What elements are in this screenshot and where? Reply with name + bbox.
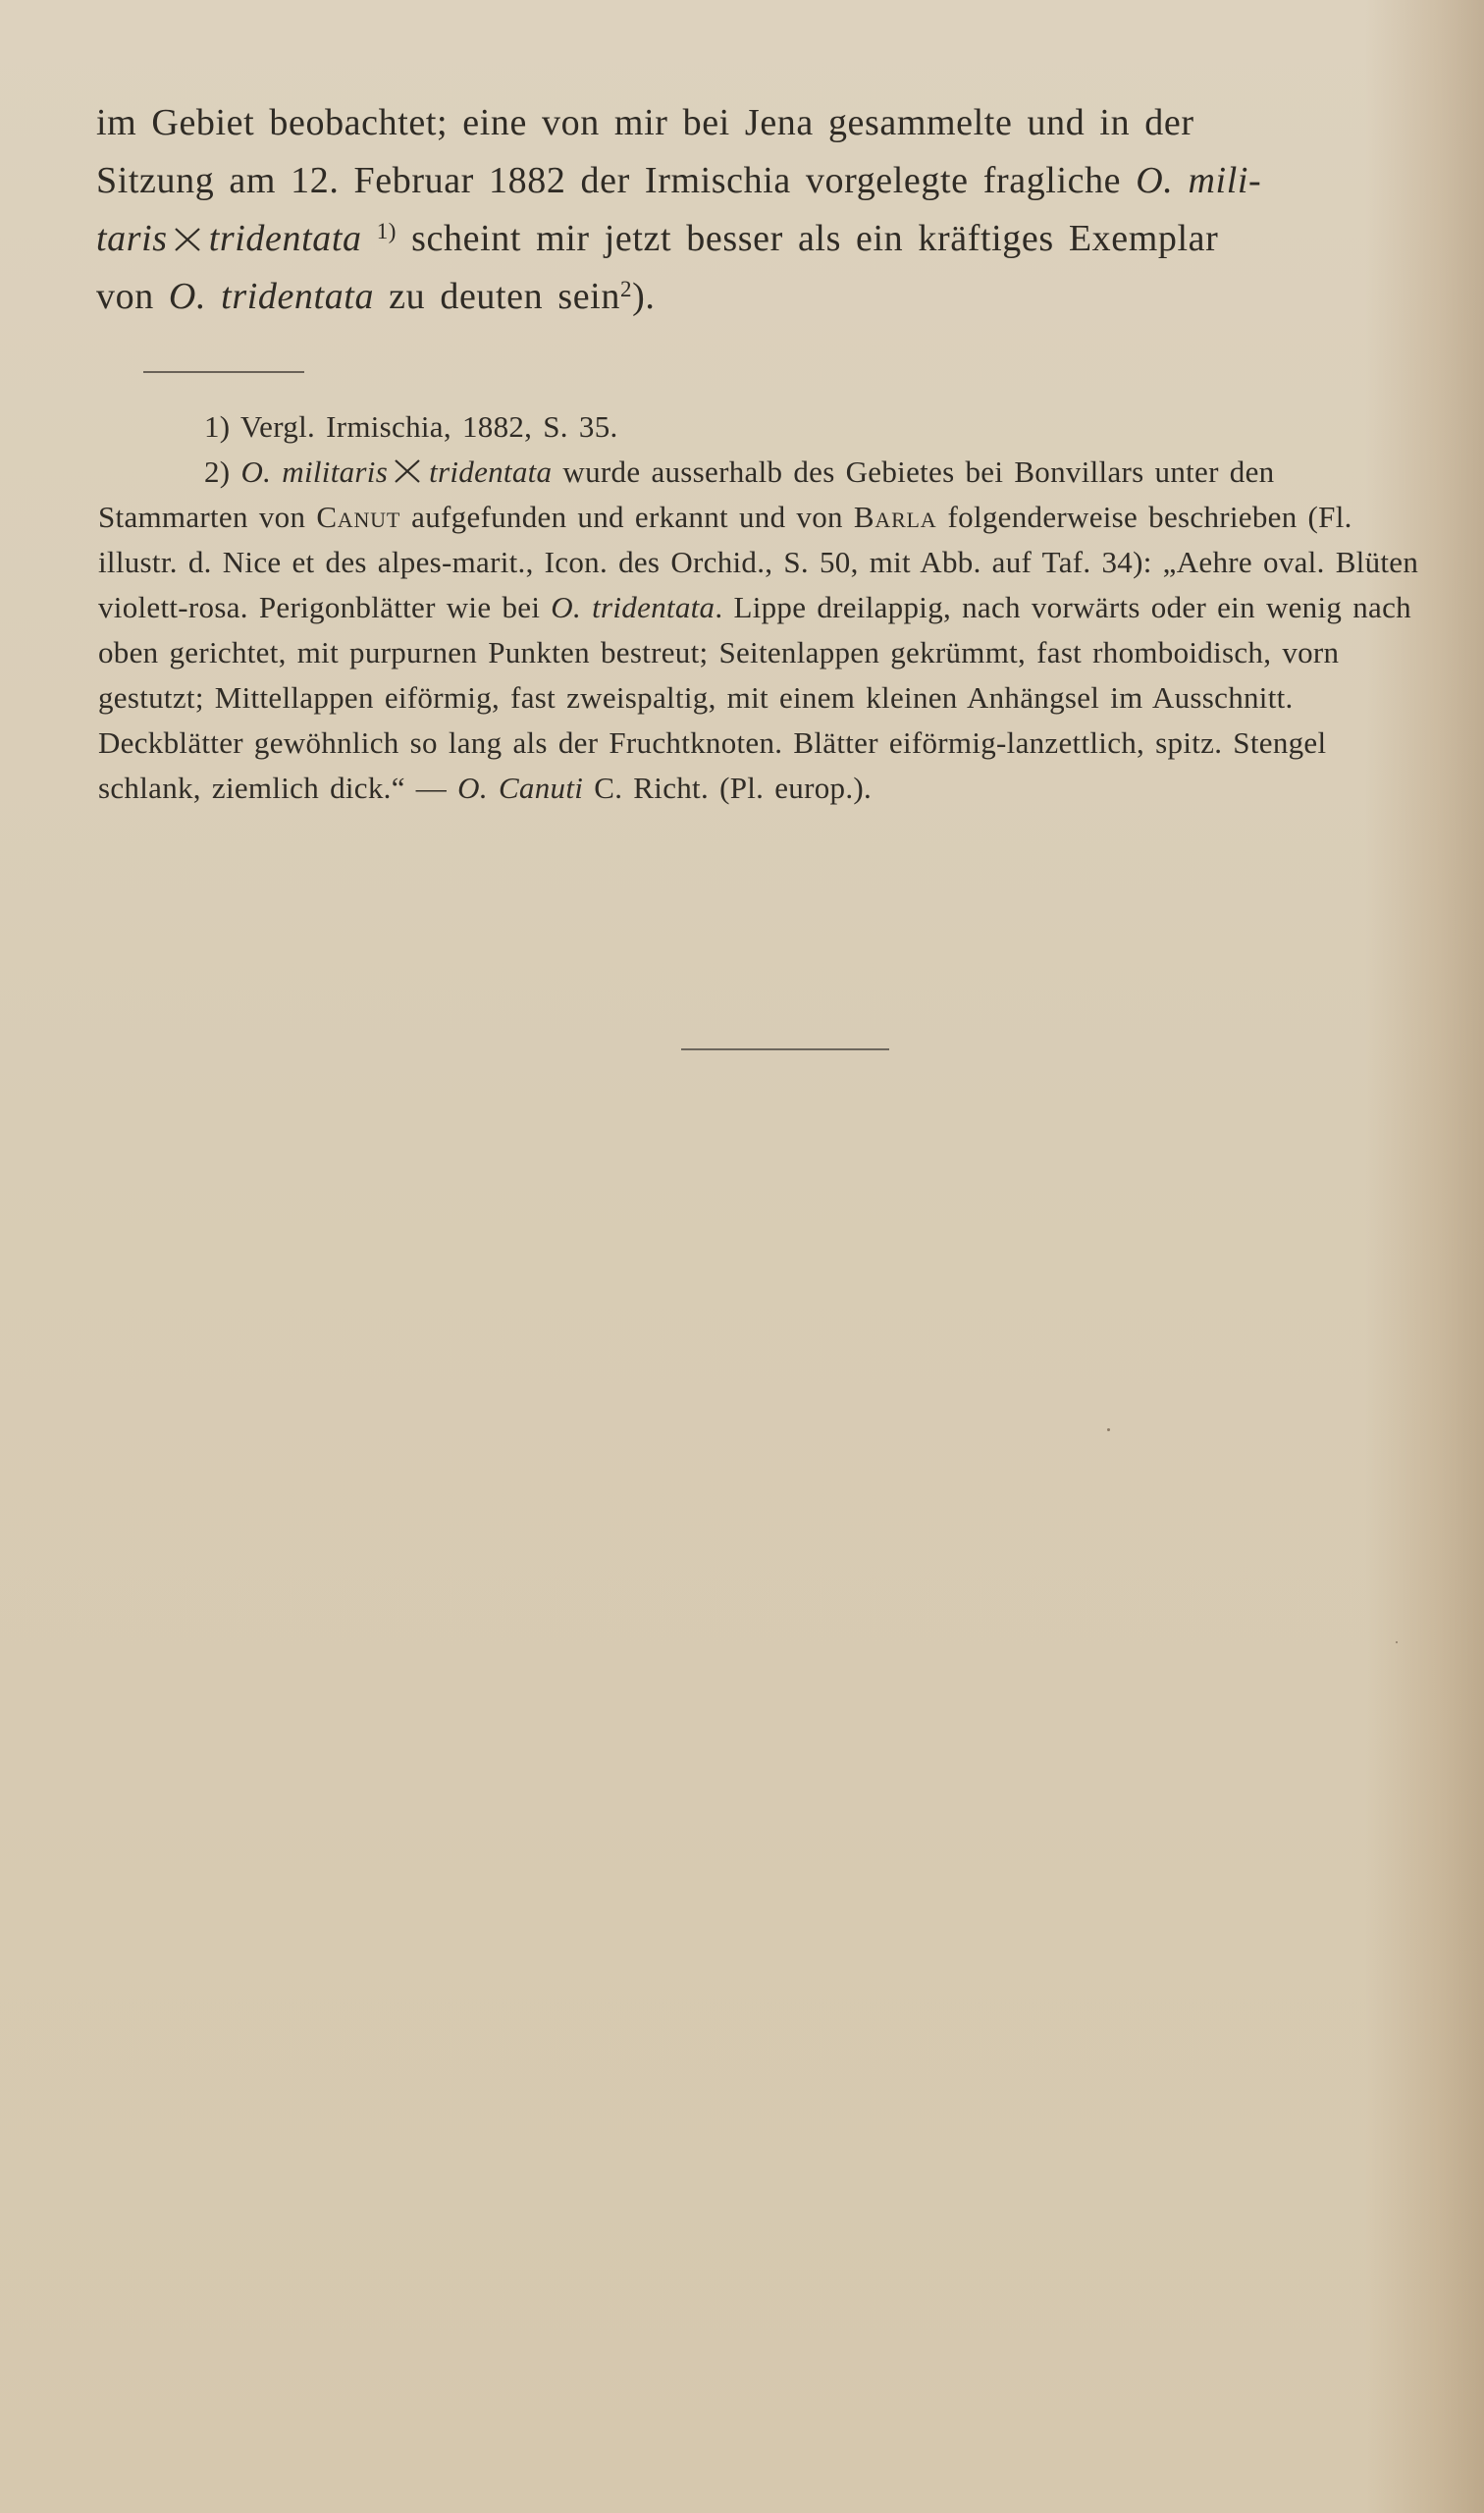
- main-line-2-text: Sitzung am 12. Februar 1882 der Irmischia vorgelegte fragliche: [96, 160, 1122, 201]
- footnote-2-text: aufgefunden und erkannt und von: [411, 500, 843, 534]
- main-line-4-end: ).: [632, 276, 656, 317]
- species-name: taris: [96, 218, 168, 259]
- author-name: Canut: [316, 500, 401, 534]
- footnote-reference[interactable]: 2: [619, 277, 633, 301]
- main-line-3: [96, 210, 1431, 268]
- species-name: O. mili-: [1136, 160, 1262, 201]
- footnote-separator: [143, 371, 304, 373]
- footnotes: [98, 404, 1433, 811]
- species-name: tridentata: [429, 454, 553, 489]
- hybrid-cross-symbol: [172, 226, 203, 253]
- hybrid-cross-symbol: [392, 457, 423, 485]
- main-paragraph: [96, 94, 1431, 326]
- section-end-rule: [681, 1048, 889, 1050]
- main-line-1-text: im Gebiet beobachtet; eine von mir bei Jena gesammelte und in der: [96, 102, 1194, 143]
- main-line-2: [96, 152, 1431, 210]
- footnote-2-text: wurde ausserhalb des Gebietes bei Bonvillars unter den Stammarten von: [98, 454, 1275, 534]
- species-name: O. militaris: [240, 454, 389, 489]
- footnote-2-text: . Lippe dreilappig, nach vorwärts oder ein wenig nach oben gerichtet, mit purpurnen Punkten bestreut; Seitenlappen gekrümmt, fast rhomboidisch, vorn gestutzt; Mittellappen eiförmig, fast zweispaltig, mit einem kleinen Anhängsel im Ausschnitt. Deckblätter gewöhnlich so lang als der Fruchtknoten. Blätter eiförmig-lanzettlich, spitz. Stengel schlank, ziemlich dick.“ —: [98, 590, 1411, 805]
- footnote-2: [98, 450, 1433, 811]
- footnote-2-text: C. Richt. (Pl. europ.).: [594, 771, 873, 805]
- species-name: O. tridentata: [168, 276, 375, 317]
- author-name: Barla: [853, 500, 937, 534]
- species-name: O. tridentata: [551, 590, 716, 624]
- main-line-4-lead: von: [96, 276, 154, 317]
- footnote-2-label: 2): [204, 454, 231, 489]
- paper-speck: [1396, 1641, 1398, 1643]
- main-line-1: [96, 94, 1431, 152]
- main-line-3-text: scheint mir jetzt besser als ein kräftiges Exemplar: [411, 218, 1219, 259]
- footnote-reference[interactable]: 1): [376, 219, 398, 243]
- species-name: O. Canuti: [457, 771, 584, 805]
- main-line-4: [96, 268, 1431, 326]
- footnote-2-text: folgenderweise beschrieben (Fl. illustr. d. Nice et des alpes-marit., Icon. des Orchid., S. 50, mit Abb. auf Taf. 34): „Aehre oval. Blüten violett-rosa. Perigonblätter wie bei: [98, 500, 1419, 624]
- main-line-4-text: zu deuten sein: [389, 276, 620, 317]
- footnote-1: 1) Vergl. Irmischia, 1882, S. 35.: [204, 409, 618, 444]
- species-name: tridentata: [208, 218, 362, 259]
- paper-speck: [1107, 1428, 1110, 1431]
